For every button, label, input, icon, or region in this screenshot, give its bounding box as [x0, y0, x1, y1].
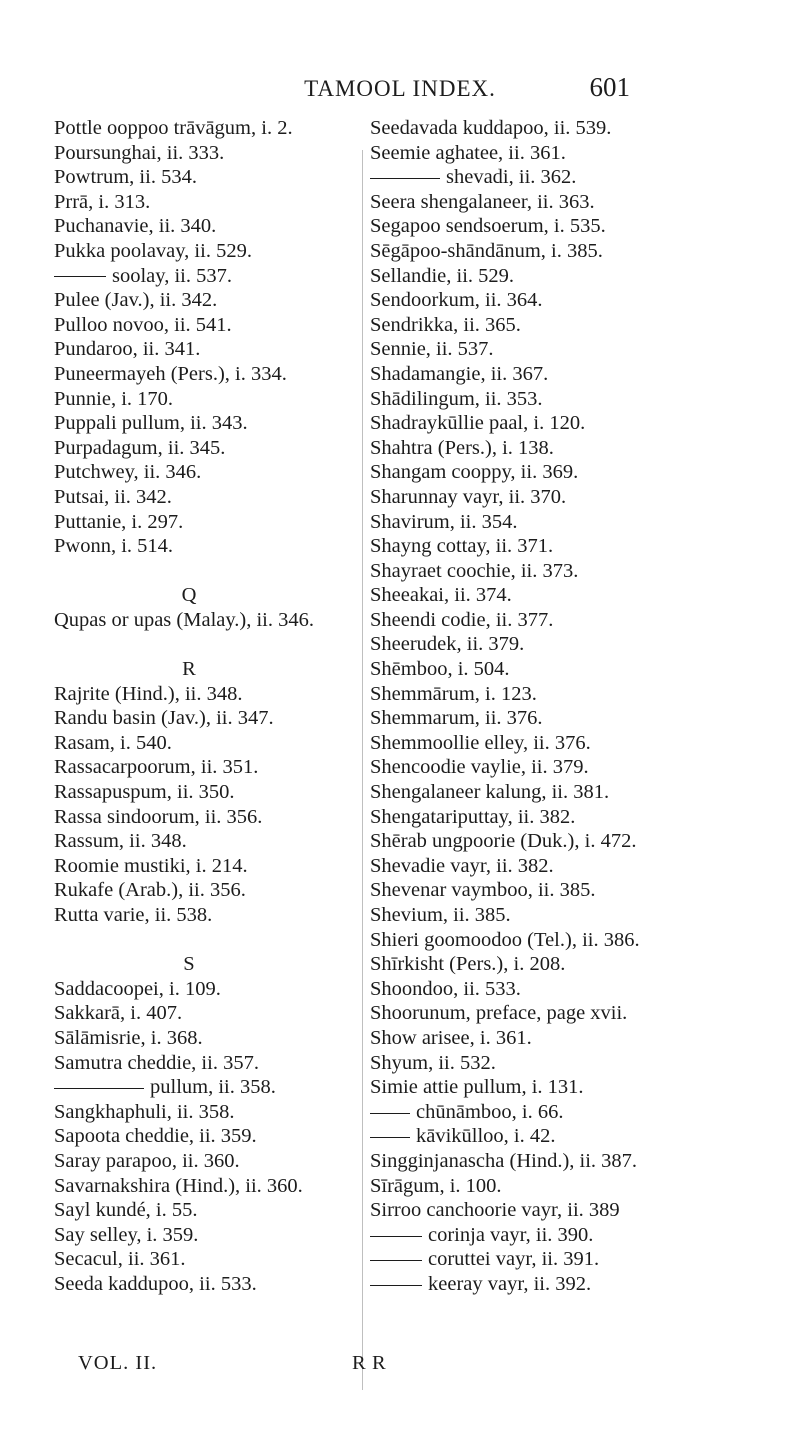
index-entry-text: Shemmoollie elley, ii. 376. — [370, 731, 591, 754]
index-entry — [370, 485, 770, 510]
index-entry-text: Sendrikka, ii. 365. — [370, 313, 521, 336]
index-entry — [370, 510, 770, 535]
index-entry-text: Qupas or upas (Malay.), ii. 346. — [54, 608, 314, 631]
index-entry-text: Rassa sindoorum, ii. 356. — [54, 805, 263, 828]
index-entry — [370, 362, 770, 387]
index-entry — [370, 141, 770, 166]
index-entry-text: Rassum, ii. 348. — [54, 830, 187, 853]
ditto-dash — [370, 1137, 410, 1138]
index-entry-text: Purpadagum, ii. 345. — [54, 436, 226, 459]
index-entry — [370, 1247, 770, 1272]
index-entry-text: Shadraykūllie paal, i. 120. — [370, 412, 586, 435]
index-entry — [370, 903, 770, 928]
index-entry-text: Pottle ooppoo trāvāgum, i. 2. — [54, 117, 293, 139]
index-entry-text: Sīrāgum, i. 100. — [370, 1174, 502, 1197]
index-entry — [370, 829, 770, 854]
index-entry-text: Say selley, i. 359. — [54, 1223, 199, 1246]
index-entry — [54, 1149, 354, 1174]
index-entry-text: Putsai, ii. 342. — [54, 485, 172, 508]
volume-label: VOL. II. — [78, 1352, 158, 1374]
index-entry-text: Sapoota cheddie, ii. 359. — [54, 1125, 257, 1148]
index-entry — [54, 1247, 354, 1272]
index-entry — [370, 1100, 770, 1125]
index-entry — [54, 362, 354, 387]
index-entry-text: Saray parapoo, ii. 360. — [54, 1149, 240, 1172]
index-entry — [370, 878, 770, 903]
index-entry-text: Shahtra (Pers.), i. 138. — [370, 436, 554, 459]
index-entry-text: Savarnakshira (Hind.), ii. 360. — [54, 1174, 303, 1197]
ditto-dash — [370, 1113, 410, 1114]
index-entry — [54, 165, 354, 190]
index-entry-text: Prrā, i. 313. — [54, 190, 151, 213]
index-entry — [54, 1124, 354, 1149]
section-letter: S — [183, 953, 195, 976]
index-entry — [54, 1001, 354, 1026]
index-entry-text: Shemmarum, ii. 376. — [370, 707, 543, 730]
index-entry — [370, 387, 770, 412]
index-entry — [370, 1223, 770, 1248]
index-entry — [54, 460, 354, 485]
index-entry-text: Rajrite (Hind.), ii. 348. — [54, 682, 243, 705]
index-entry — [370, 1198, 770, 1223]
section-letter: Q — [181, 584, 197, 607]
index-entry-text: Shayraet coochie, ii. 373. — [370, 559, 579, 582]
index-entry-text: Sheerudek, ii. 379. — [370, 633, 525, 656]
index-entry-text: Shemmārum, i. 123. — [370, 682, 537, 705]
index-entry-text: corinja vayr, ii. 390. — [428, 1223, 594, 1246]
index-entry — [54, 706, 354, 731]
index-entry-text: Pundaroo, ii. 341. — [54, 338, 201, 361]
signature-mark-left: R — [352, 1352, 366, 1374]
index-entry — [370, 165, 770, 190]
index-entry — [370, 559, 770, 584]
index-entry — [54, 141, 354, 166]
ditto-dash — [54, 276, 106, 277]
index-entry — [54, 731, 354, 756]
index-entry-text: Sayl kundé, i. 55. — [54, 1199, 198, 1222]
index-entry-text: Shadamangie, ii. 367. — [370, 362, 549, 385]
index-entry-text: Puchanavie, ii. 340. — [54, 215, 217, 238]
index-entry-text: Pulloo novoo, ii. 541. — [54, 313, 232, 336]
index-entry — [370, 755, 770, 780]
index-entry — [370, 534, 770, 559]
index-entry-text: Secacul, ii. 361. — [54, 1248, 186, 1271]
index-entry — [54, 214, 354, 239]
index-entry — [370, 1272, 770, 1297]
index-entry-text: Sharunnay vayr, ii. 370. — [370, 485, 567, 508]
index-entry-text: Seemie aghatee, ii. 361. — [370, 141, 566, 164]
ditto-dash — [370, 1236, 422, 1237]
index-entry-text: Shencoodie vaylie, ii. 379. — [370, 756, 589, 779]
index-entry-text: Pulee (Jav.), ii. 342. — [54, 289, 218, 312]
index-column-left — [54, 116, 354, 1297]
index-entry — [370, 1001, 770, 1026]
index-entry-text: Powtrum, ii. 534. — [54, 166, 197, 189]
index-entry — [370, 190, 770, 215]
page-footer — [0, 1352, 800, 1380]
index-entry-text: Sennie, ii. 537. — [370, 338, 494, 361]
index-entry — [54, 1198, 354, 1223]
index-entry — [54, 854, 354, 879]
index-entry-text: Rutta varie, ii. 538. — [54, 904, 213, 926]
index-entry — [54, 977, 354, 1002]
index-entry — [54, 1051, 354, 1076]
index-entry-text: Segapoo sendsoerum, i. 535. — [370, 215, 606, 238]
index-entry — [370, 264, 770, 289]
index-entry-text: Sālāmisrie, i. 368. — [54, 1026, 203, 1049]
index-entry — [370, 780, 770, 805]
index-entry-text: Simie attie pullum, i. 131. — [370, 1076, 584, 1099]
index-entry — [54, 485, 354, 510]
index-entry-text: Shayng cottay, ii. 371. — [370, 535, 554, 558]
index-entry-text: Sakkarā, i. 407. — [54, 1002, 183, 1025]
index-entry-text: Pukka poolavay, ii. 529. — [54, 239, 252, 262]
index-entry-text: Shērab ungpoorie (Duk.), i. 472. — [370, 830, 637, 853]
index-entry-text: Shīrkisht (Pers.), i. 208. — [370, 953, 566, 976]
index-entry — [370, 583, 770, 608]
index-entry — [370, 977, 770, 1002]
index-entry — [370, 682, 770, 707]
index-entry — [370, 1075, 770, 1100]
index-entry — [54, 1223, 354, 1248]
index-entry — [370, 337, 770, 362]
index-entry — [370, 313, 770, 338]
index-entry-text: Pwonn, i. 514. — [54, 535, 174, 558]
index-entry — [54, 411, 354, 436]
ditto-dash — [370, 1285, 422, 1286]
index-entry-text: Seeda kaddupoo, ii. 533. — [54, 1272, 257, 1295]
index-entry-text: Sellandie, ii. 529. — [370, 264, 515, 287]
index-entry — [370, 657, 770, 682]
index-entry-text: coruttei vayr, ii. 391. — [428, 1248, 600, 1271]
index-entry-text: Roomie mustiki, i. 214. — [54, 854, 248, 877]
index-entry-text: pullum, ii. 358. — [150, 1076, 276, 1099]
index-entry — [370, 116, 770, 141]
index-entry-text: Putchwey, ii. 346. — [54, 461, 202, 484]
index-entry-text: Sheeakai, ii. 374. — [370, 584, 512, 607]
ditto-dash — [370, 178, 440, 179]
index-entry-text: Punnie, i. 170. — [54, 387, 174, 410]
section-gap — [54, 928, 354, 953]
index-entry — [370, 214, 770, 239]
index-entry — [54, 878, 354, 903]
index-entry — [54, 534, 354, 559]
index-column-right — [370, 116, 770, 1297]
index-entry-text: Shengalaneer kalung, ii. 381. — [370, 781, 610, 804]
ditto-dash — [54, 1088, 144, 1089]
index-entry — [370, 411, 770, 436]
index-entry — [54, 805, 354, 830]
index-entry-text: Singginjanascha (Hind.), ii. 387. — [370, 1149, 638, 1172]
index-entry-text: Puttanie, i. 297. — [54, 510, 184, 533]
index-entry-text: Show arisee, i. 361. — [370, 1026, 532, 1049]
index-entry-text: Shevadie vayr, ii. 382. — [370, 854, 554, 877]
index-entry-text: Sēgāpoo-shāndānum, i. 385. — [370, 239, 603, 262]
index-entry-text: kāvikūlloo, i. 42. — [416, 1125, 556, 1148]
index-entry-text: shevadi, ii. 362. — [446, 166, 577, 189]
index-entry — [370, 805, 770, 830]
index-entry-text: Randu basin (Jav.), ii. 347. — [54, 707, 274, 730]
index-entry — [54, 1026, 354, 1051]
index-entry — [54, 239, 354, 264]
index-entry — [54, 436, 354, 461]
index-entry — [54, 116, 354, 141]
index-entry-text: Sendoorkum, ii. 364. — [370, 289, 543, 312]
index-entry — [370, 436, 770, 461]
index-entry-text: Puppali pullum, ii. 343. — [54, 412, 248, 435]
index-entry — [370, 1149, 770, 1174]
index-entry — [370, 1124, 770, 1149]
index-entry — [54, 510, 354, 535]
index-entry — [370, 608, 770, 633]
index-entry — [54, 608, 354, 633]
index-entry — [370, 632, 770, 657]
index-entry-text: Shevenar vaymboo, ii. 385. — [370, 879, 596, 902]
index-entry — [54, 387, 354, 412]
index-entry-text: Puneermayeh (Pers.), i. 334. — [54, 362, 287, 385]
index-entry — [54, 903, 354, 928]
section-gap — [54, 559, 354, 584]
index-entry — [370, 854, 770, 879]
index-entry-text: Rasam, i. 540. — [54, 731, 172, 754]
index-entry — [54, 1272, 354, 1297]
index-entry — [54, 829, 354, 854]
index-entry-text: chūnāmboo, i. 66. — [416, 1100, 564, 1123]
page-number: 601 — [589, 72, 630, 102]
index-entry-text: Rassapuspum, ii. 350. — [54, 781, 235, 804]
index-entry-text: Shyum, ii. 532. — [370, 1051, 496, 1074]
index-entry — [370, 288, 770, 313]
index-entry — [54, 682, 354, 707]
index-entry-text: Shādilingum, ii. 353. — [370, 387, 543, 410]
page-title: TAMOOL INDEX. — [304, 76, 496, 101]
index-entry — [54, 1075, 354, 1100]
section-letter: R — [182, 658, 196, 681]
index-entry — [54, 313, 354, 338]
index-entry-text: soolay, ii. 537. — [112, 264, 232, 287]
index-entry-text: Shevium, ii. 385. — [370, 904, 511, 926]
index-entry — [370, 928, 770, 953]
index-entry — [54, 190, 354, 215]
index-entry — [370, 1174, 770, 1199]
index-entry-text: Shangam cooppy, ii. 369. — [370, 461, 579, 484]
index-entry-text: Samutra cheddie, ii. 357. — [54, 1051, 259, 1074]
index-entry-text: Seera shengalaneer, ii. 363. — [370, 190, 595, 213]
index-entry — [370, 239, 770, 264]
index-entry-text: keeray vayr, ii. 392. — [428, 1272, 592, 1295]
running-head — [0, 70, 800, 110]
index-entry — [370, 460, 770, 485]
index-entry — [370, 706, 770, 731]
index-entry — [370, 1051, 770, 1076]
index-entry-text: Poursunghai, ii. 333. — [54, 141, 225, 164]
index-entry-text: Shavirum, ii. 354. — [370, 510, 518, 533]
section-gap — [54, 632, 354, 657]
index-entry-text: Shieri goomoodoo (Tel.), ii. 386. — [370, 928, 640, 951]
index-entry — [54, 780, 354, 805]
index-entry — [54, 264, 354, 289]
ditto-dash — [370, 1260, 422, 1261]
index-entry-text: Shoorunum, preface, page xvii. — [370, 1002, 628, 1025]
index-entry — [54, 288, 354, 313]
column-divider — [362, 150, 363, 1390]
index-entry — [54, 337, 354, 362]
signature-mark-right: R — [372, 1352, 386, 1374]
index-entry — [54, 755, 354, 780]
index-entry — [54, 1174, 354, 1199]
index-entry-text: Shengatariputtay, ii. 382. — [370, 805, 576, 828]
index-entry-text: Shoondoo, ii. 533. — [370, 977, 521, 1000]
index-entry-text: Sangkhaphuli, ii. 358. — [54, 1100, 235, 1123]
index-entry — [370, 731, 770, 756]
index-entry-text: Rassacarpoorum, ii. 351. — [54, 756, 259, 779]
index-entry — [54, 1100, 354, 1125]
index-entry — [370, 952, 770, 977]
index-entry-text: Shēmboo, i. 504. — [370, 658, 510, 681]
index-entry — [370, 1026, 770, 1051]
index-entry-text: Sirroo canchoorie vayr, ii. 389 — [370, 1199, 620, 1222]
index-entry-text: Rukafe (Arab.), ii. 356. — [54, 879, 246, 902]
index-entry-text: Saddacoopei, i. 109. — [54, 977, 221, 1000]
index-entry-text: Sheendi codie, ii. 377. — [370, 608, 554, 631]
index-entry-text: Seedavada kuddapoo, ii. 539. — [370, 117, 612, 139]
